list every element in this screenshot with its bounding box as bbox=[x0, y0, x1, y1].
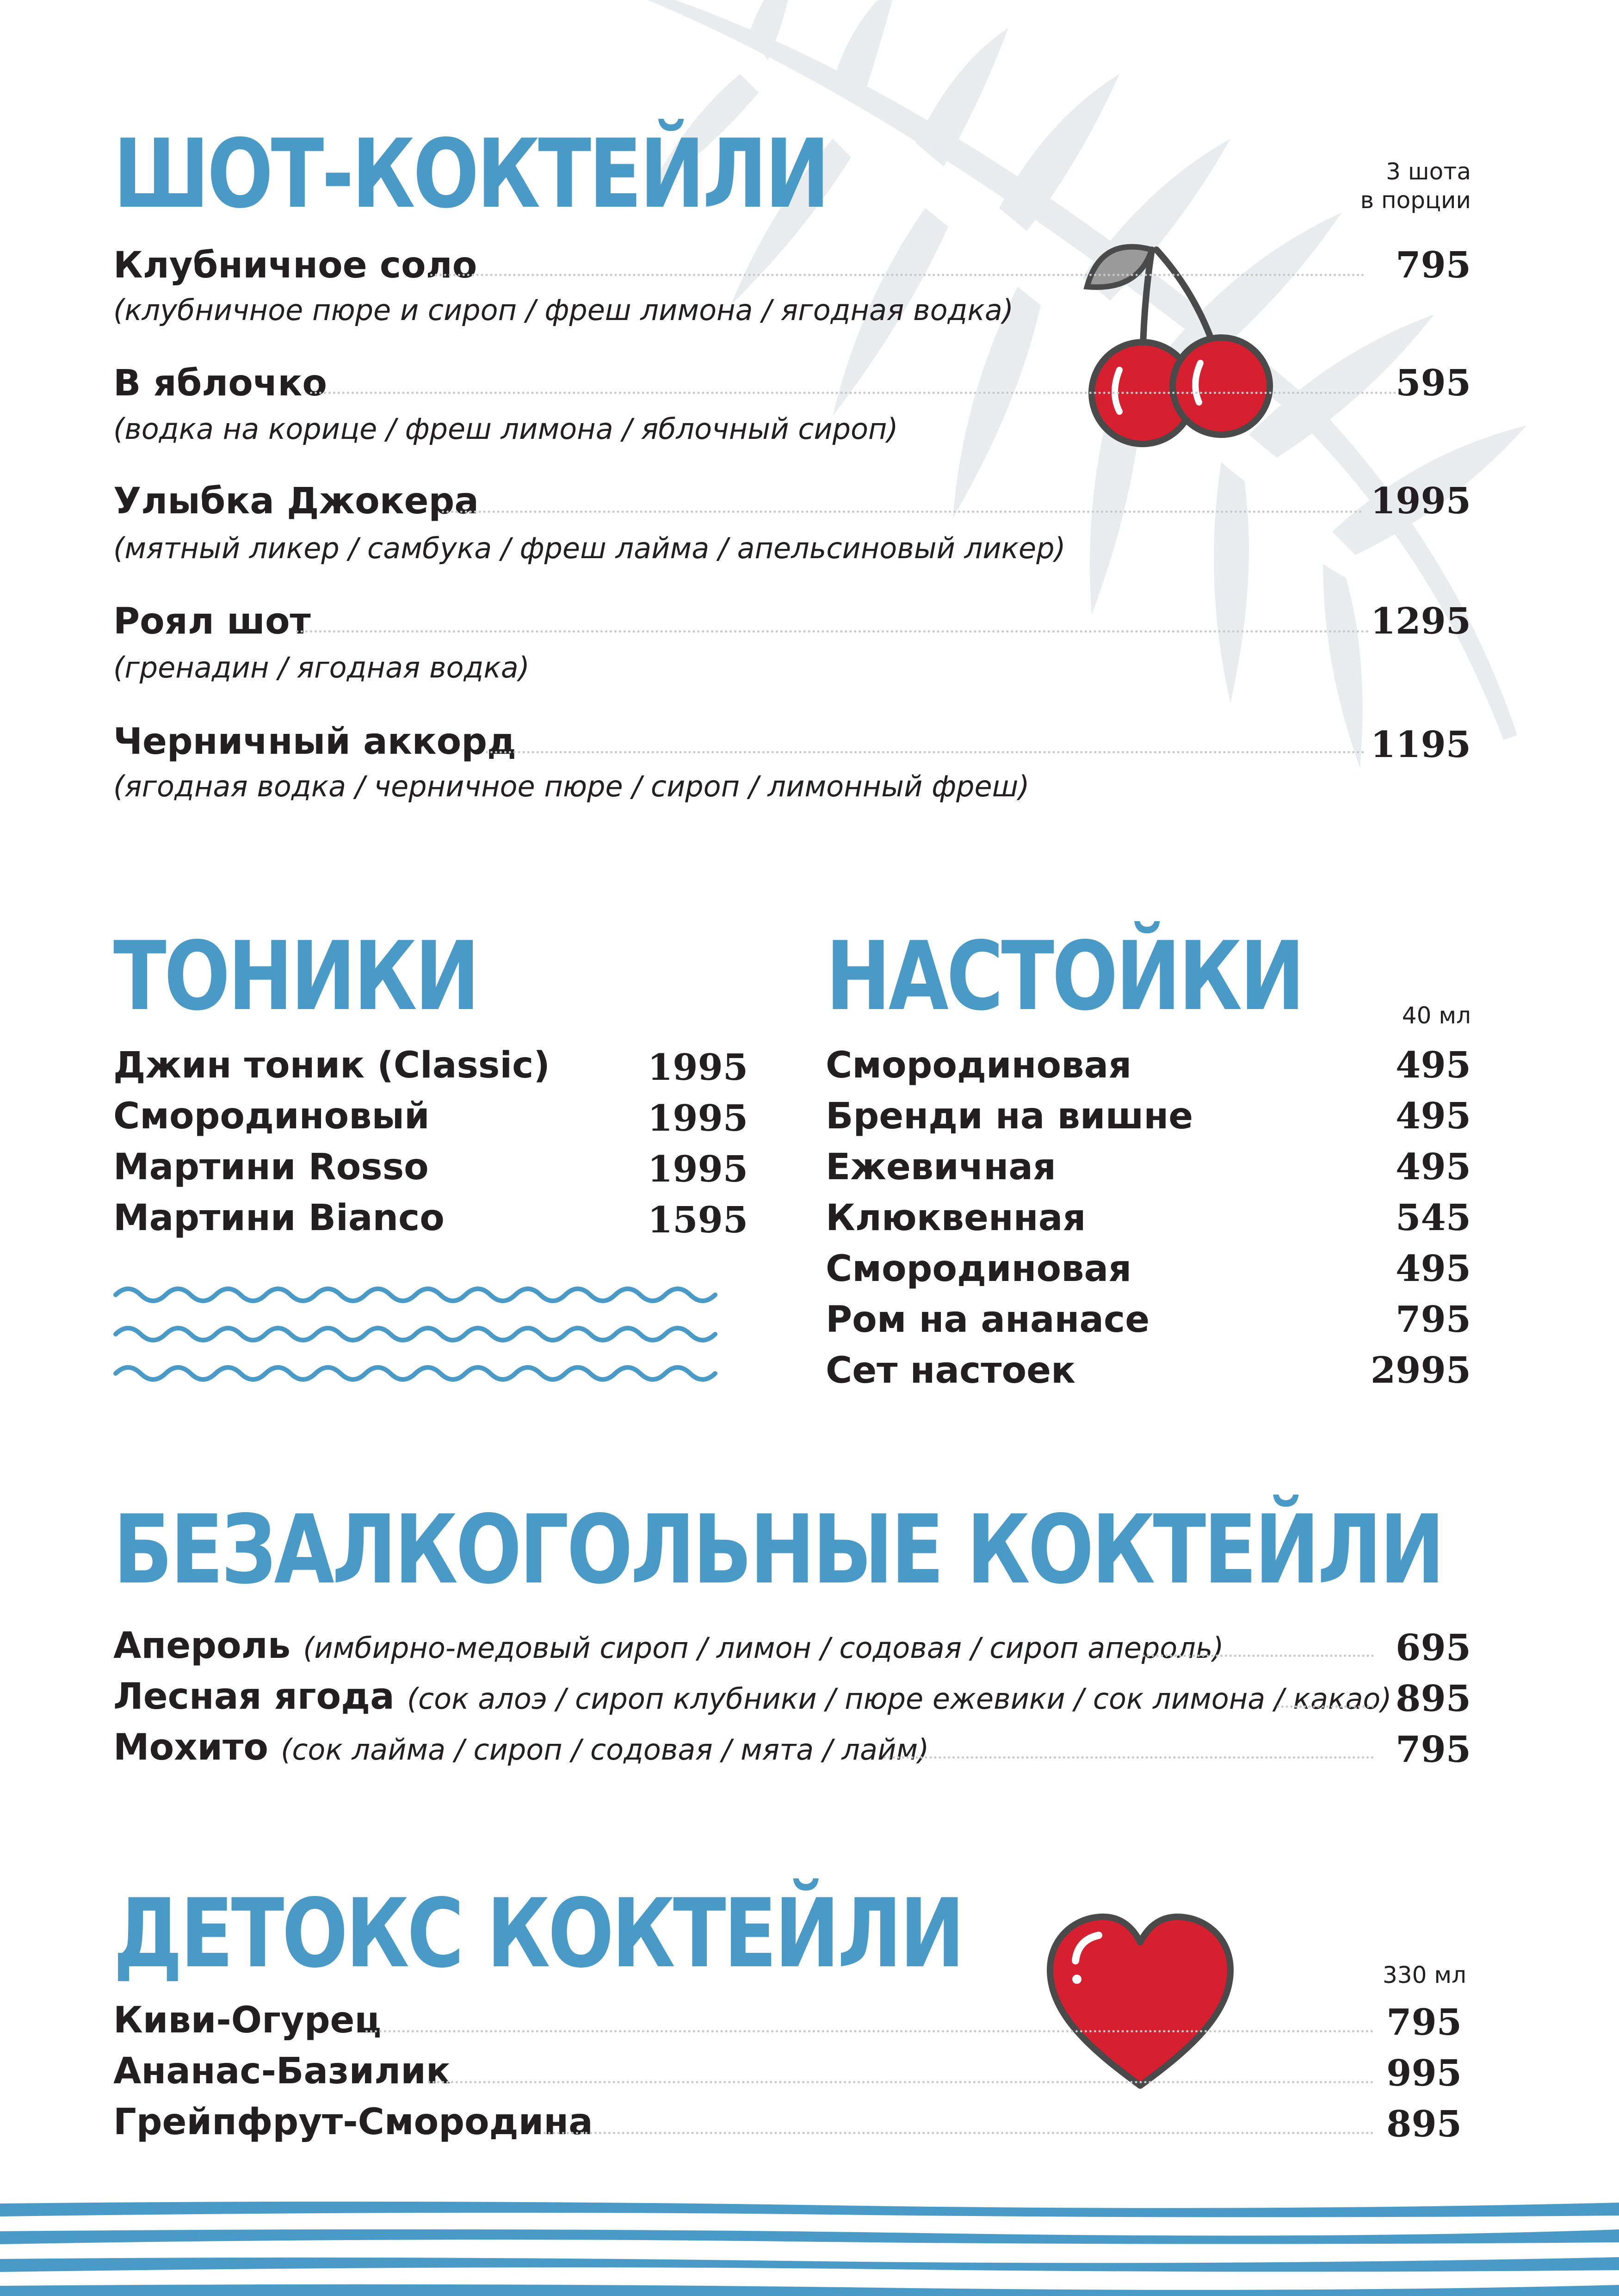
infusion-item-name: Смородиновая bbox=[826, 1248, 1132, 1290]
infusion-item-name: Бренди на вишне bbox=[826, 1096, 1193, 1137]
item-price: 795 bbox=[1396, 244, 1471, 286]
infusion-item-price: 495 bbox=[1396, 1146, 1471, 1188]
detox-item-name: Ананас-Базилик bbox=[113, 2050, 451, 2092]
item-description: (водка на корице / фреш лимона / яблочный сироп) bbox=[113, 412, 898, 446]
infusion-item-name: Сет настоек bbox=[826, 1350, 1075, 1391]
dotted-leader bbox=[365, 2030, 1374, 2032]
item-name: Мохито bbox=[113, 1727, 268, 1768]
tonic-item-price: 1995 bbox=[648, 1148, 748, 1190]
dotted-leader bbox=[884, 1756, 1374, 1759]
portion-note-line2: в порции bbox=[1360, 187, 1471, 214]
infusion-item-name: Ежевичная bbox=[826, 1146, 1056, 1188]
item-description: (ягодная водка / черничное пюре / сироп / лимонный фреш) bbox=[113, 769, 1030, 803]
detox-item-price: 995 bbox=[1386, 2052, 1462, 2094]
item-price: 1195 bbox=[1370, 724, 1471, 766]
item-description: (имбирно-медовый сироп / лимон / содовая / сироп апероль) bbox=[303, 1631, 1224, 1665]
infusion-item-price: 545 bbox=[1396, 1197, 1471, 1239]
non-alcoholic-item bbox=[113, 1676, 1392, 1717]
non-alcoholic-item bbox=[113, 1727, 929, 1768]
section-title-infusions: НАСТОЙКИ bbox=[826, 922, 1303, 1032]
tonic-item-price: 1595 bbox=[648, 1199, 748, 1241]
item-description: (сок лайма / сироп / содовая / мята / лайм) bbox=[281, 1733, 929, 1767]
item-description: (клубничное пюре и сироп / фреш лимона / ягодная водка) bbox=[113, 293, 1014, 327]
infusion-item-price: 495 bbox=[1396, 1248, 1471, 1290]
dotted-leader bbox=[296, 630, 1369, 633]
tonic-item-price: 1995 bbox=[648, 1097, 748, 1139]
dotted-leader bbox=[428, 2081, 1374, 2083]
detox-item-price: 895 bbox=[1386, 2103, 1462, 2145]
item-name: Черничный аккорд bbox=[113, 721, 517, 763]
infusion-item-price: 795 bbox=[1396, 1299, 1471, 1341]
detox-item-price: 795 bbox=[1386, 2001, 1462, 2044]
item-description: (гренадин / ягодная водка) bbox=[113, 651, 530, 684]
tonic-item-name: Смородиновый bbox=[113, 1096, 430, 1137]
section-title-non-alcoholic: БЕЗАЛКОГОЛЬНЫЕ КОКТЕЙЛИ bbox=[113, 1495, 1443, 1605]
wave-decoration bbox=[113, 1281, 733, 1392]
item-price: 1995 bbox=[1370, 480, 1471, 522]
dotted-leader bbox=[1138, 1655, 1374, 1657]
infusion-item-price: 495 bbox=[1396, 1044, 1471, 1086]
detox-item-name: Киви-Огурец bbox=[113, 2000, 382, 2041]
volume-note: 330 мл bbox=[1382, 1962, 1466, 1988]
heart-icon bbox=[1041, 1910, 1240, 2095]
item-price: 895 bbox=[1396, 1678, 1471, 1720]
portion-note-line1: 3 шота bbox=[1386, 158, 1471, 185]
dotted-leader bbox=[544, 2132, 1374, 2134]
tonic-item-name: Джин тоник (Classic) bbox=[113, 1045, 550, 1086]
infusion-item-price: 2995 bbox=[1370, 1349, 1471, 1391]
dotted-leader bbox=[1277, 1705, 1374, 1708]
item-price: 595 bbox=[1396, 362, 1471, 404]
item-price: 1295 bbox=[1370, 600, 1471, 642]
tonic-item-name: Мартини Rosso bbox=[113, 1146, 429, 1188]
cherry-icon bbox=[1073, 217, 1286, 449]
section-title-detox: ДЕТОКС КОКТЕЙЛИ bbox=[113, 1879, 963, 1989]
item-name: Роял шот bbox=[113, 601, 311, 642]
dotted-leader bbox=[486, 751, 1365, 753]
volume-note: 40 мл bbox=[1402, 1002, 1471, 1029]
item-name: Улыбка Джокера bbox=[113, 480, 479, 522]
non-alcoholic-item bbox=[113, 1625, 1224, 1667]
item-description: (мятный ликер / самбука / фреш лайма / апельсиновый ликер) bbox=[113, 531, 1066, 565]
detox-item-name: Грейпфрут-Смородина bbox=[113, 2101, 593, 2143]
item-description: (сок алоэ / сироп клубники / пюре ежевики / сок лимона / какао) bbox=[407, 1682, 1392, 1716]
item-name: Клубничное соло bbox=[113, 245, 477, 286]
item-name: Апероль bbox=[113, 1625, 291, 1667]
item-price: 695 bbox=[1396, 1627, 1471, 1669]
portion-note bbox=[1286, 157, 1471, 215]
infusion-item-name: Клюквенная bbox=[826, 1197, 1086, 1239]
dotted-leader bbox=[442, 511, 1362, 513]
item-price: 795 bbox=[1396, 1729, 1471, 1771]
item-name: Лесная ягода bbox=[113, 1676, 395, 1717]
section-title-tonics: ТОНИКИ bbox=[113, 922, 478, 1032]
item-name: В яблочко bbox=[113, 363, 327, 404]
section-title-shot-cocktails: ШОТ-КОКТЕЙЛИ bbox=[113, 119, 828, 229]
infusion-item-name: Смородиновая bbox=[826, 1045, 1132, 1086]
stripes-decoration bbox=[0, 2199, 1619, 2296]
infusion-item-name: Ром на ананасе bbox=[826, 1299, 1150, 1341]
tonic-item-price: 1995 bbox=[648, 1046, 748, 1089]
dotted-leader bbox=[430, 274, 1365, 276]
infusion-item-price: 495 bbox=[1396, 1095, 1471, 1137]
dotted-leader bbox=[310, 392, 1402, 394]
tonic-item-name: Мартини Bianco bbox=[113, 1197, 445, 1239]
